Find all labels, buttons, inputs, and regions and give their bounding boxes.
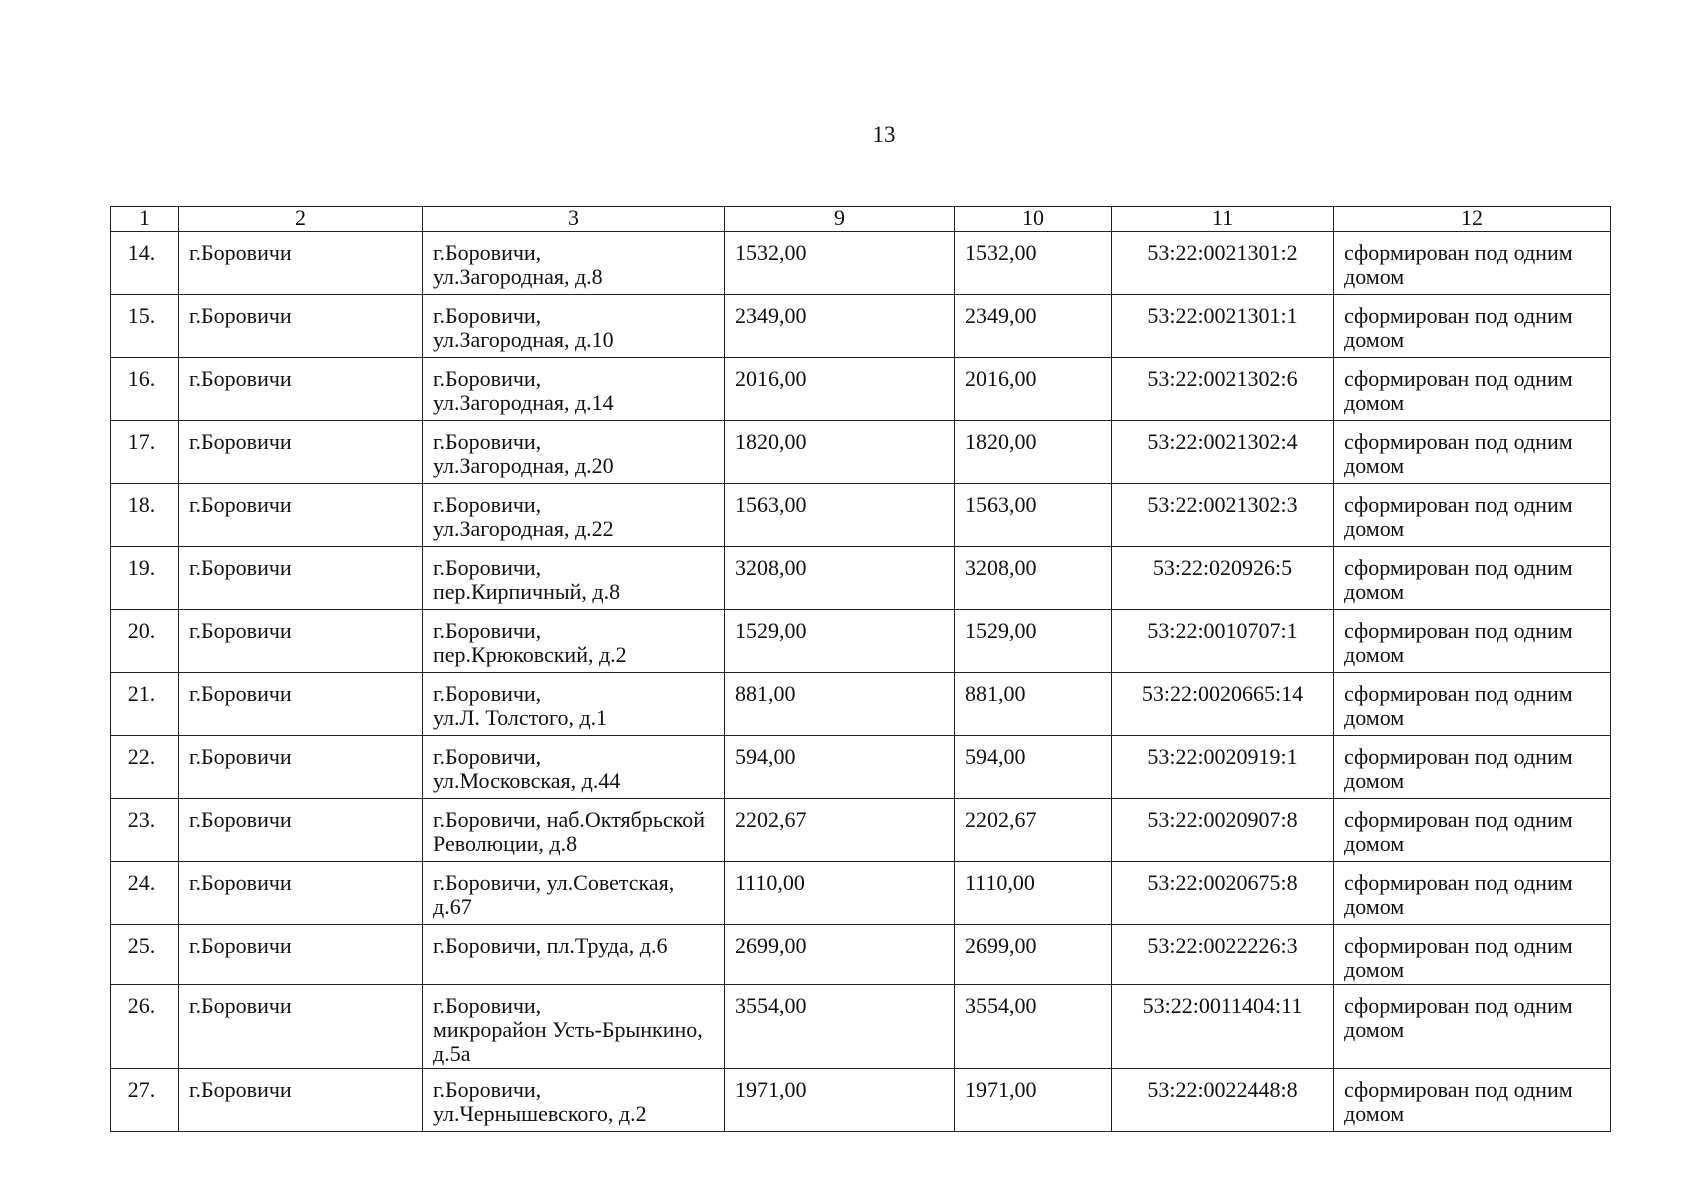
row-number: 23. [111,799,179,862]
cadastral-number-cell: 53:22:0011404:11 [1112,985,1334,1069]
status-line: сформирован под одним [1344,555,1573,580]
row-number: 19. [111,547,179,610]
area-cell: 2349,00 [725,295,955,358]
locality-cell: г.Боровичи [179,358,423,421]
status-cell [1334,799,1611,862]
cadastral-number-cell: 53:22:0021302:3 [1112,484,1334,547]
address-line: микрорайон Усть-Брынкино, [433,1017,703,1042]
status-line: домом [1344,390,1405,415]
address-line: г.Боровичи, [433,555,542,580]
cadastral-number-cell: 53:22:0020665:14 [1112,673,1334,736]
status-line: домом [1344,1101,1405,1126]
status-line: сформирован под одним [1344,303,1573,328]
status-line: сформирован под одним [1344,240,1573,265]
area-cell: 1529,00 [725,610,955,673]
row-number: 16. [111,358,179,421]
header-col-12: 12 [1334,207,1611,232]
address-line: ул.Загородная, д.8 [433,264,603,289]
area-cell: 1563,00 [725,484,955,547]
address-cell [423,1069,725,1132]
cadastral-number-cell: 53:22:0020919:1 [1112,736,1334,799]
table-row [111,295,1611,358]
address-line: г.Боровичи, [433,492,542,517]
address-line: ул.Чернышевского, д.2 [433,1101,647,1126]
area-cell: 1110,00 [955,862,1112,925]
locality-cell: г.Боровичи [179,673,423,736]
address-line: г.Боровичи, пл.Труда, д.6 [433,933,668,958]
address-line: г.Боровичи, ул.Советская, [433,870,675,895]
status-line: сформирован под одним [1344,933,1573,958]
status-line: сформирован под одним [1344,993,1573,1018]
address-cell [423,421,725,484]
status-line: домом [1344,327,1405,352]
address-cell [423,232,725,295]
address-line: ул.Л. Толстого, д.1 [433,705,608,730]
address-line: г.Боровичи, [433,1077,542,1102]
address-line: ул.Загородная, д.20 [433,453,614,478]
table-row [111,862,1611,925]
status-cell [1334,232,1611,295]
table-row [111,925,1611,985]
address-line: г.Боровичи, [433,681,542,706]
cadastral-number-cell: 53:22:0021301:1 [1112,295,1334,358]
header-row [111,207,1611,232]
status-line: сформирован под одним [1344,807,1573,832]
status-cell [1334,610,1611,673]
row-number: 21. [111,673,179,736]
status-line: домом [1344,831,1405,856]
status-line: сформирован под одним [1344,618,1573,643]
address-line: ул.Загородная, д.10 [433,327,614,352]
address-cell [423,610,725,673]
address-line: ул.Московская, д.44 [433,768,621,793]
status-line: сформирован под одним [1344,744,1573,769]
address-cell [423,985,725,1069]
locality-cell: г.Боровичи [179,232,423,295]
status-line: домом [1344,705,1405,730]
locality-cell: г.Боровичи [179,736,423,799]
status-line: домом [1344,264,1405,289]
address-line: ул.Загородная, д.14 [433,390,614,415]
area-cell: 3208,00 [725,547,955,610]
locality-cell: г.Боровичи [179,925,423,985]
locality-cell: г.Боровичи [179,610,423,673]
cadastral-number-cell: 53:22:0021301:2 [1112,232,1334,295]
row-number: 17. [111,421,179,484]
row-number: 20. [111,610,179,673]
header-col-1: 1 [111,207,179,232]
land-plots-table-container [110,206,1610,1132]
area-cell: 3554,00 [725,985,955,1069]
area-cell: 881,00 [725,673,955,736]
row-number: 15. [111,295,179,358]
header-col-10: 10 [955,207,1112,232]
status-cell [1334,1069,1611,1132]
locality-cell: г.Боровичи [179,862,423,925]
status-line: сформирован под одним [1344,1077,1573,1102]
status-line: сформирован под одним [1344,492,1573,517]
address-cell [423,295,725,358]
table-row [111,358,1611,421]
row-number: 25. [111,925,179,985]
area-cell: 2699,00 [955,925,1112,985]
area-cell: 1820,00 [725,421,955,484]
area-cell: 1532,00 [955,232,1112,295]
status-line: сформирован под одним [1344,870,1573,895]
address-line: г.Боровичи, [433,993,542,1018]
area-cell: 2349,00 [955,295,1112,358]
area-cell: 1563,00 [955,484,1112,547]
address-line: г.Боровичи, [433,429,542,454]
address-line: пер.Крюковский, д.2 [433,642,627,667]
status-line: домом [1344,516,1405,541]
address-line: Революции, д.8 [433,831,578,856]
address-line: г.Боровичи, [433,240,542,265]
area-cell: 3554,00 [955,985,1112,1069]
address-cell [423,673,725,736]
row-number: 24. [111,862,179,925]
header-col-2: 2 [179,207,423,232]
row-number: 18. [111,484,179,547]
locality-cell: г.Боровичи [179,295,423,358]
area-cell: 1529,00 [955,610,1112,673]
cadastral-number-cell: 53:22:0021302:4 [1112,421,1334,484]
status-line: домом [1344,894,1405,919]
address-cell [423,547,725,610]
area-cell: 1971,00 [725,1069,955,1132]
status-cell [1334,484,1611,547]
area-cell: 1110,00 [725,862,955,925]
address-cell [423,799,725,862]
address-cell [423,925,725,985]
status-line: домом [1344,1017,1405,1042]
area-cell: 1971,00 [955,1069,1112,1132]
address-cell [423,736,725,799]
row-number: 14. [111,232,179,295]
status-line: сформирован под одним [1344,429,1573,454]
locality-cell: г.Боровичи [179,1069,423,1132]
address-line: г.Боровичи, [433,366,542,391]
address-line: ул.Загородная, д.22 [433,516,614,541]
page-number: 13 [872,122,896,147]
table-row [111,484,1611,547]
area-cell: 881,00 [955,673,1112,736]
cadastral-number-cell: 53:22:0020907:8 [1112,799,1334,862]
cadastral-number-cell: 53:22:0022226:3 [1112,925,1334,985]
area-cell: 2202,67 [955,799,1112,862]
address-line: г.Боровичи, [433,618,542,643]
status-cell [1334,421,1611,484]
area-cell: 594,00 [725,736,955,799]
cadastral-number-cell: 53:22:020926:5 [1112,547,1334,610]
status-line: домом [1344,642,1405,667]
header-col-11: 11 [1112,207,1334,232]
row-number: 27. [111,1069,179,1132]
area-cell: 2202,67 [725,799,955,862]
row-number: 26. [111,985,179,1069]
status-cell [1334,295,1611,358]
status-line: домом [1344,768,1405,793]
address-line: г.Боровичи, наб.Октябрьской [433,807,705,832]
locality-cell: г.Боровичи [179,484,423,547]
table-row [111,736,1611,799]
area-cell: 2016,00 [955,358,1112,421]
status-cell [1334,985,1611,1069]
table-row [111,610,1611,673]
header-col-3: 3 [423,207,725,232]
status-cell [1334,736,1611,799]
area-cell: 1532,00 [725,232,955,295]
status-line: домом [1344,579,1405,604]
address-line: пер.Кирпичный, д.8 [433,579,621,604]
status-line: сформирован под одним [1344,681,1573,706]
locality-cell: г.Боровичи [179,547,423,610]
address-line: г.Боровичи, [433,744,542,769]
address-cell [423,862,725,925]
locality-cell: г.Боровичи [179,985,423,1069]
table-row [111,232,1611,295]
cadastral-number-cell: 53:22:0020675:8 [1112,862,1334,925]
status-cell [1334,925,1611,985]
cadastral-number-cell: 53:22:0021302:6 [1112,358,1334,421]
status-line: домом [1344,957,1405,982]
table-row [111,1069,1611,1132]
status-cell [1334,673,1611,736]
locality-cell: г.Боровичи [179,421,423,484]
table-row [111,985,1611,1069]
address-cell [423,358,725,421]
address-line: д.67 [433,894,472,919]
header-col-9: 9 [725,207,955,232]
cadastral-number-cell: 53:22:0010707:1 [1112,610,1334,673]
cadastral-number-cell: 53:22:0022448:8 [1112,1069,1334,1132]
status-cell [1334,358,1611,421]
status-cell [1334,547,1611,610]
row-number: 22. [111,736,179,799]
land-plots-table [110,206,1611,1132]
table-row [111,421,1611,484]
area-cell: 594,00 [955,736,1112,799]
status-line: домом [1344,453,1405,478]
area-cell: 1820,00 [955,421,1112,484]
address-line: д.5а [433,1041,471,1066]
address-cell [423,484,725,547]
area-cell: 3208,00 [955,547,1112,610]
status-line: сформирован под одним [1344,366,1573,391]
table-body [111,232,1611,1132]
table-row [111,547,1611,610]
status-cell [1334,862,1611,925]
area-cell: 2699,00 [725,925,955,985]
table-row [111,673,1611,736]
locality-cell: г.Боровичи [179,799,423,862]
table-row [111,799,1611,862]
address-line: г.Боровичи, [433,303,542,328]
area-cell: 2016,00 [725,358,955,421]
